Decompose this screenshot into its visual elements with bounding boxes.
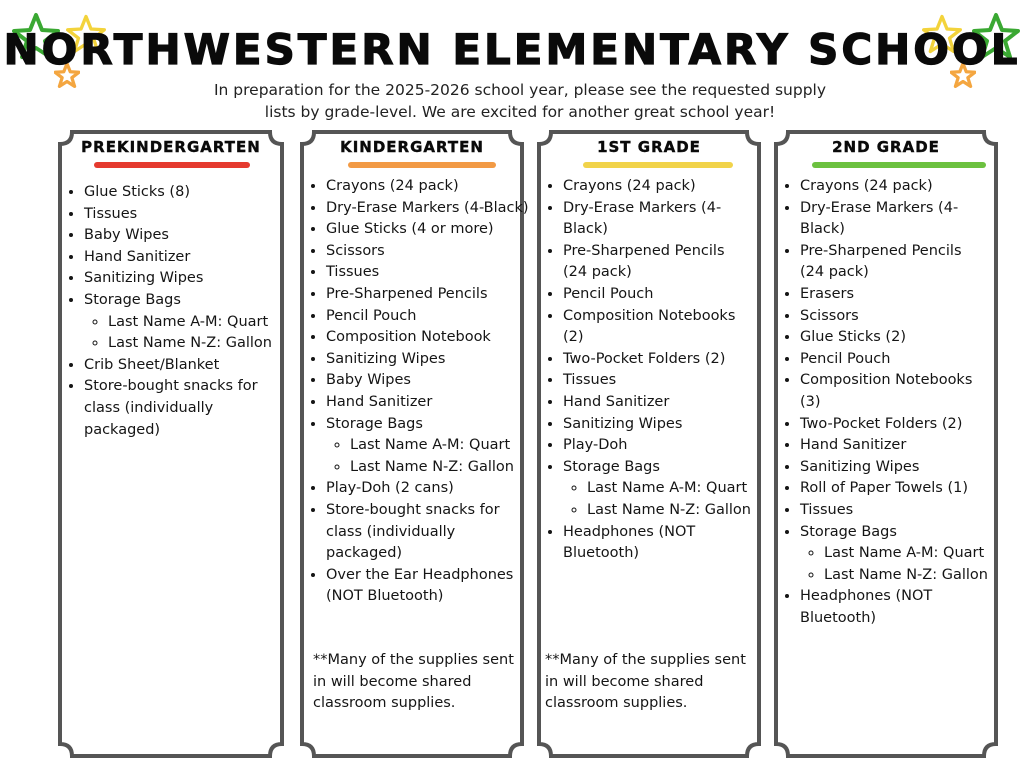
heading-underline [94, 162, 250, 168]
list-item: • Play-Doh [563, 435, 753, 457]
panel-prekindergarten [58, 130, 284, 758]
page-subtitle: In preparation for the 2025-2026 school year, please see the requested supply lists by grade-level. We are excited for another great school year! [213, 81, 827, 121]
list-item: • Scissors [326, 241, 531, 263]
sub-list-item: ◦ Last Name N-Z: Gallon [824, 565, 990, 587]
list-item: • Two-Pocket Folders (2) [800, 414, 990, 436]
list-item: • Store-bought snacks for class (individually packaged) [326, 500, 531, 565]
column-heading: KINDERGARTEN [340, 138, 484, 156]
panel-kindergarten [300, 130, 529, 758]
list-item: • Sanitizing Wipes [326, 349, 531, 371]
list-item: • Headphones (NOT Bluetooth) [563, 522, 753, 565]
sub-list-item: ◦ Last Name N-Z: Gallon [587, 500, 753, 522]
sub-list-item: ◦ Last Name N-Z: Gallon [108, 333, 274, 355]
list-item: • Glue Sticks (2) [800, 327, 990, 349]
column-heading: 1ST GRADE [597, 138, 701, 156]
sub-list-item: ◦ Last Name A-M: Quart [587, 478, 753, 500]
list-item: • Scissors [800, 306, 990, 328]
list-item: • Headphones (NOT Bluetooth) [800, 586, 990, 629]
list-item: • Baby Wipes [84, 225, 274, 247]
list-item: • Pre-Sharpened Pencils (24 pack) [800, 241, 990, 284]
sub-list [563, 478, 753, 521]
list-item: • Tissues [800, 500, 990, 522]
list-item: • Pencil Pouch [563, 284, 753, 306]
list-item: • Storage Bags ◦ Last Name A-M: Quart ◦ Last Name N-Z: Gallon [563, 457, 753, 522]
list-item: • Crib Sheet/Blanket [84, 355, 274, 377]
column-heading: PREKINDERGARTEN [81, 138, 261, 156]
list-item: • Roll of Paper Towels (1) [800, 478, 990, 500]
supply-list [545, 176, 753, 565]
shared-supplies-note: **Many of the supplies sent in will become shared classroom supplies. [545, 652, 746, 712]
list-item: • Storage Bags ◦ Last Name A-M: Quart ◦ Last Name N-Z: Gallon [800, 522, 990, 587]
list-item: • Composition Notebooks (2) [563, 306, 753, 349]
list-item: • Crayons (24 pack) [563, 176, 753, 198]
list-item: • Dry-Erase Markers (4-Black) [563, 198, 753, 241]
page-title: NORTHWESTERN ELEMENTARY SCHOOL [3, 25, 1021, 74]
list-item: • Dry-Erase Markers (4-Black) [800, 198, 990, 241]
supply-list [782, 176, 990, 629]
list-item: • Sanitizing Wipes [563, 414, 753, 436]
sub-list-item: ◦ Last Name A-M: Quart [108, 312, 274, 334]
list-item: • Baby Wipes [326, 370, 531, 392]
list-item: • Tissues [326, 262, 531, 284]
list-item: • Store-bought snacks for class (individually packaged) [84, 376, 274, 441]
list-item: • Pre-Sharpened Pencils (24 pack) [563, 241, 753, 284]
list-item: • Play-Doh (2 cans) [326, 478, 531, 500]
list-item: • Glue Sticks (8) [84, 182, 274, 204]
list-item: • Pre-Sharpened Pencils [326, 284, 531, 306]
heading-underline [812, 162, 986, 168]
sub-list-item: ◦ Last Name N-Z: Gallon [350, 457, 531, 479]
list-item: • Hand Sanitizer [563, 392, 753, 414]
column-heading: 2ND GRADE [832, 138, 940, 156]
list-item: • Over the Ear Headphones (NOT Bluetooth) [326, 565, 531, 608]
list-item: • Sanitizing Wipes [800, 457, 990, 479]
sub-list [800, 543, 990, 586]
sub-list [326, 435, 531, 478]
sub-list-item: ◦ Last Name A-M: Quart [824, 543, 990, 565]
list-item: • Crayons (24 pack) [326, 176, 531, 198]
list-item: • Hand Sanitizer [326, 392, 531, 414]
list-item: • Dry-Erase Markers (4-Black) [326, 198, 531, 220]
list-item: • Crayons (24 pack) [800, 176, 990, 198]
list-item: • Composition Notebook [326, 327, 531, 349]
heading-underline [348, 162, 496, 168]
list-item: • Pencil Pouch [326, 306, 531, 328]
list-item: • Tissues [84, 204, 274, 226]
supply-list [308, 176, 531, 608]
panel-2nd-grade [774, 130, 998, 758]
list-item: • Storage Bags ◦ Last Name A-M: Quart ◦ Last Name N-Z: Gallon [84, 290, 274, 355]
list-item: • Glue Sticks (4 or more) [326, 219, 531, 241]
list-item: • Hand Sanitizer [800, 435, 990, 457]
panel-1st-grade [537, 130, 761, 758]
list-item: • Erasers [800, 284, 990, 306]
list-item: • Pencil Pouch [800, 349, 990, 371]
supply-list [66, 182, 274, 441]
sub-list-item: ◦ Last Name A-M: Quart [350, 435, 531, 457]
list-item: • Two-Pocket Folders (2) [563, 349, 753, 371]
sub-list [84, 312, 274, 355]
list-item: • Hand Sanitizer [84, 247, 274, 269]
list-item: • Storage Bags ◦ Last Name A-M: Quart ◦ Last Name N-Z: Gallon [326, 414, 531, 479]
list-item: • Tissues [563, 370, 753, 392]
list-item: • Sanitizing Wipes [84, 268, 274, 290]
list-item: • Composition Notebooks (3) [800, 370, 990, 413]
shared-supplies-note: **Many of the supplies sent in will become shared classroom supplies. [313, 652, 514, 712]
heading-underline [583, 162, 733, 168]
